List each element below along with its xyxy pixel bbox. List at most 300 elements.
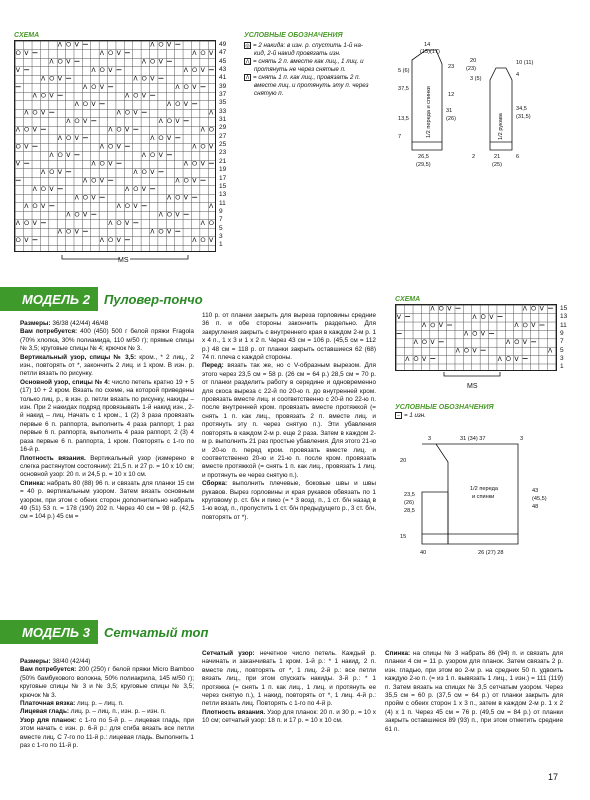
- svg-text:34,5: 34,5: [516, 106, 527, 112]
- chart-symbol: V: [514, 355, 519, 363]
- paragraph-heading: Лицевая гладь:: [20, 708, 70, 716]
- model-3-title: Сетчатый топ: [103, 624, 209, 640]
- svg-text:26,5: 26,5: [418, 154, 429, 160]
- chart-symbol: [167, 212, 171, 216]
- chart-symbol: V: [91, 100, 96, 108]
- chart-row-number: 1: [560, 363, 564, 371]
- paragraph-text: выполнить плечевые, боковые швы и швы рукавов. Вырез горловины и края рукавов обвязать по 1 круговому р. ст. б/н и пико (= * 3 возд. п., 1 ст. б/н назад в 1-ю возд. п., пропустить 1 ст. б/н предыдущего р., 3 ст. б/н, повторять от *).: [202, 480, 376, 521]
- svg-text:15: 15: [400, 534, 407, 540]
- chart-symbol: V: [158, 58, 163, 66]
- chart-row-number: 11: [219, 199, 226, 207]
- model-2-column-2: [202, 312, 376, 522]
- paragraph-text: число петель кратно 19 + 5 (17) 10 + 2 кром. Вязать по схеме, на которой приведены только лиц. р., в изн. р. петли вязать по рисунку, накиды – изн. При 2 накидах подряд провязывать 1-й накид изн., 2-й накид – лиц. Начать с 1 кром., 1 (2) 3 раза провязать первые 6 п. раппорта, выполнить 4 раза раппорт, 1 раз первые 6 п. раппорта, выполнить 4 раза раппорт, 2 (3) 4 раза первые 6 п. раппорта, 1 кром. Повторять с 1-го по 16-й р.: [20, 378, 194, 454]
- paragraph-text: с 1-го по 5-й р. – лицевая гладь, при этом начать с изн. р. 6-й р.: для сгиба вязать все петли вместе лиц. С 7-го по 11-й р.: лицевая гладь. Выполнить 1 раз с 1-го по 11-й р.: [20, 716, 194, 750]
- paragraph-text: Вертикальный узор (измерено в слегка растянутом состоянии): 21,5 п. и 27 р. = 10 х 10 см; основной узор: 20 п. и 24,5 р. = 10 х 10 см.: [20, 454, 194, 479]
- paragraph: [385, 650, 563, 734]
- chart-symbol: [167, 119, 171, 123]
- chart-row-number: 13: [219, 191, 227, 199]
- chart-symbol: [83, 102, 87, 106]
- chart-1-row-numbers: [219, 41, 233, 250]
- chart-symbol: V: [150, 75, 155, 83]
- chart-symbol: V: [74, 134, 79, 142]
- svg-text:(31,5): (31,5): [516, 114, 531, 120]
- chart-2-label: СХЕМА: [395, 296, 421, 303]
- paragraph-text: 400 (450) 500 г белой пряжи Fragola (70% хлопка, 30% полиамида, 110 м/50 г); прямые спицы № 3,5; круговые спицы № 4; крючок № 3.: [20, 328, 194, 353]
- chart-row-number: 7: [560, 338, 564, 346]
- chart-symbol: V: [447, 305, 452, 313]
- chart-symbol: V: [57, 75, 63, 83]
- chart-symbol: V: [74, 41, 79, 49]
- svg-text:13,5: 13,5: [398, 116, 409, 122]
- chart-symbol: Λ: [200, 126, 205, 134]
- chart-symbol: Λ: [167, 194, 172, 202]
- chart-symbol: Λ: [74, 100, 79, 108]
- paragraph-text: набрать 80 (88) 96 п. и связать для планки 15 см = 40 р. вертикальным узором. Затем вязать основным узором, при этом с обеих сторон дополнительно набрать 49 (51) 53 п. = 178 (190) 202 п. Через 40 см = 98 р. (42,5 см = 104 р.) 45 см =: [20, 479, 194, 521]
- sk2p-icon: Λ: [245, 75, 250, 82]
- paragraph: [202, 709, 376, 726]
- paragraph: [20, 455, 194, 480]
- chart-symbol: V: [32, 126, 37, 134]
- chart-symbol: Λ: [66, 211, 71, 219]
- svg-text:37,5: 37,5: [398, 86, 409, 92]
- chart-symbol: [92, 178, 96, 182]
- chart-symbol: V: [49, 185, 54, 193]
- svg-text:и спинки: и спинки: [472, 494, 495, 500]
- chart-symbol: V: [200, 66, 205, 74]
- paragraph-text: 110 р. от планки закрыть для выреза горловины средние 36 п. и обе стороны закончить раздельно. Для закругления закрыть с внутреннего края в каждом 2-м р. 1 х 4 п., 1 х 3 и 1 х 2 п. Через 43 см = 106 р. (45,5 см = 112 р.) 48 см = 118 р. от планки закрыть оставшиеся 62 (68) 74 п. плеча с каждой стороны.: [202, 312, 376, 362]
- chart-symbol: Λ: [522, 305, 528, 313]
- svg-text:23: 23: [448, 64, 455, 70]
- chart-symbol: V: [396, 313, 402, 321]
- chart-symbol: [25, 127, 29, 131]
- chart-symbol: [184, 85, 188, 89]
- chart-symbol: [184, 178, 188, 182]
- chart-symbol: [506, 357, 510, 361]
- paragraph-heading: Размеры:: [20, 658, 51, 665]
- chart-symbol: [193, 68, 197, 72]
- svg-text:(29,5): (29,5): [416, 162, 431, 168]
- chart-symbol: V: [74, 228, 79, 236]
- svg-text:2: 2: [472, 154, 476, 160]
- chart-symbol: V: [57, 168, 63, 176]
- chart-symbol: V: [24, 236, 29, 244]
- chart-symbol: V: [108, 160, 113, 168]
- paragraph-heading: Спинка:: [385, 650, 411, 657]
- chart-symbol: [33, 204, 37, 208]
- svg-text:48: 48: [532, 504, 539, 510]
- chart-symbol: Λ: [125, 92, 130, 100]
- chart-symbol: V: [41, 109, 46, 117]
- chart-symbol: Λ: [150, 134, 155, 142]
- chart-symbol: Λ: [514, 322, 519, 330]
- chart-symbol: V: [167, 41, 172, 49]
- chart-row-number: 39: [219, 82, 227, 90]
- paragraph-text: нечетное число петель. Каждый р. начинать и заканчивать 1 кром. 1-й р.: * 1 накид, 2 п. вместе лиц., повторять от *, 1 лиц. 2-й р.: все петли вязать лиц., при этом спускать накиды. 3-й р.: * 1 протяжка (= снять 1 п. как лиц., 1 лиц. и протянуть ее через снятую п.), 1 накид, повторять от *, 1 лиц. 4-й р.: петли вязать лиц. Повторять с 1-го по 4-й р.: [202, 650, 376, 708]
- chart-row-number: 5: [560, 346, 564, 354]
- svg-text:14: 14: [424, 42, 431, 48]
- chart-symbol: Λ: [422, 322, 427, 330]
- chart-symbol: V: [438, 322, 444, 330]
- chart-row-number: 33: [219, 107, 227, 115]
- chart-row-number: 3: [219, 232, 223, 240]
- chart-symbol: V: [15, 160, 21, 168]
- svg-text:12: 12: [448, 92, 455, 98]
- svg-text:4: 4: [516, 72, 520, 78]
- chart-symbol: V: [192, 177, 197, 185]
- paragraph: [20, 328, 194, 353]
- chart-symbol: Λ: [183, 160, 189, 168]
- chart-symbol: V: [141, 185, 147, 193]
- chart-symbol: V: [66, 151, 71, 159]
- paragraph: [20, 480, 194, 522]
- pattern-schematic-1: [398, 40, 584, 170]
- chart-row-number: 49: [219, 41, 227, 48]
- chart-row-number: 45: [219, 57, 227, 65]
- chart-symbol: [532, 306, 536, 310]
- chart-symbol: V: [531, 322, 536, 330]
- chart-symbol: [16, 51, 20, 55]
- chart-symbol: [201, 238, 205, 242]
- chart-symbol: Λ: [49, 58, 54, 66]
- paragraph-text: Узор для планок: 20 п. и 30 р. = 10 х 10 см; сетчатый узор: 18 п. и 17 р. = 10 х 10 см.: [202, 708, 376, 725]
- chart-row-number: 37: [219, 91, 227, 99]
- chart-1-symbols: [14, 40, 216, 252]
- chart-symbol: V: [158, 151, 163, 159]
- chart-symbol: [50, 170, 54, 174]
- chart-symbol: V: [183, 100, 189, 108]
- paragraph-text: лиц. р. – лиц. п., изн. р. – изн. п.: [69, 708, 166, 716]
- chart-symbol: V: [183, 194, 189, 202]
- svg-text:(15)(17): (15)(17): [420, 49, 440, 55]
- chart-symbol: Λ: [83, 83, 88, 91]
- chart-row-number: 9: [560, 330, 564, 338]
- chart-symbol: [523, 323, 527, 327]
- chart-row-number: 47: [219, 49, 227, 57]
- chart-symbol: [33, 110, 37, 114]
- chart-symbol: Λ: [108, 126, 113, 134]
- chart-symbol: Λ: [497, 355, 502, 363]
- svg-text:(23): (23): [466, 66, 476, 72]
- legend-2-title: УСЛОВНЫЕ ОБОЗНАЧЕНИЯ: [395, 404, 494, 411]
- paragraph-text: 200 (250) г белой пряжи Micro Bamboo (50% бамбукового волокна, 50% полиакрила, 145 м/50 г); круговые спицы № 3 и № 3,5; круговые спицы № 3,5; крючок № 3.: [20, 666, 194, 699]
- chart-symbol: V: [209, 143, 214, 151]
- chart-symbol: V: [209, 236, 214, 244]
- chart-symbol: [414, 357, 418, 361]
- chart-symbol: Λ: [83, 177, 88, 185]
- svg-text:31: 31: [446, 108, 453, 114]
- chart-row-number: 35: [219, 99, 227, 107]
- chart-symbol: [92, 85, 96, 89]
- chart-symbol: [75, 212, 79, 216]
- chart-symbol: [125, 110, 129, 114]
- chart-symbol: V: [66, 58, 71, 66]
- chart-symbol: Λ: [116, 109, 121, 117]
- paragraph-heading: Размеры:: [20, 320, 51, 327]
- chart-2-ms-bracket: [442, 372, 506, 382]
- chart-symbol: Λ: [141, 58, 147, 66]
- chart-symbol: [209, 127, 213, 131]
- chart-symbol: Λ: [32, 185, 37, 193]
- model-2-label: МОДЕЛЬ 2: [0, 287, 98, 311]
- chart-symbol: [176, 102, 180, 106]
- svg-text:40: 40: [420, 550, 427, 556]
- chart-symbol: Λ: [455, 347, 460, 355]
- chart-symbol: V: [108, 66, 113, 74]
- chart-symbol: [109, 51, 113, 55]
- chart-symbol: V: [430, 339, 435, 346]
- chart-symbol: Λ: [141, 151, 147, 159]
- svg-text:(45,5): (45,5): [532, 496, 547, 502]
- paragraph-heading: Вертикальный узор, спицы № 3,5:: [20, 353, 137, 361]
- chart-symbol: Λ: [200, 219, 205, 227]
- chart-symbol: [159, 136, 163, 140]
- chart-symbol: V: [116, 49, 121, 57]
- chart-symbol: [515, 340, 519, 344]
- paragraph-text: лиц. р. – лиц. п.: [75, 700, 124, 708]
- chart-symbol: V: [175, 117, 180, 125]
- chart-symbol: Λ: [74, 194, 79, 202]
- chart-row-number: 25: [219, 141, 227, 149]
- chart-symbol: [109, 144, 113, 148]
- chart-symbol: [117, 221, 121, 225]
- chart-symbol: Λ: [472, 313, 477, 321]
- chart-symbol: Λ: [66, 117, 71, 125]
- chart-row-number: 7: [219, 216, 223, 224]
- chart-symbol: [25, 221, 29, 225]
- chart-symbol: Λ: [41, 168, 46, 176]
- paragraph-heading: Перед:: [202, 362, 224, 370]
- chart-symbol: V: [141, 92, 147, 100]
- chart-symbol: Λ: [405, 355, 410, 363]
- chart-symbol: V: [49, 92, 54, 100]
- paragraph-heading: Вам потребуется:: [20, 328, 78, 336]
- chart-row-number: 19: [219, 166, 227, 174]
- svg-text:43: 43: [532, 488, 539, 494]
- chart-symbol: V: [133, 202, 138, 210]
- legend-1-title: УСЛОВНЫЕ ОБОЗНАЧЕНИЯ: [244, 32, 343, 39]
- paragraph-heading: Вам потребуется:: [20, 666, 77, 674]
- chart-symbol: V: [125, 219, 130, 227]
- chart-symbol: [109, 238, 113, 242]
- chart-symbol: Λ: [192, 49, 197, 57]
- chart-1-ms-label: MS: [118, 257, 129, 264]
- chart-symbol: Λ: [209, 109, 214, 117]
- paragraph-heading: Сетчатый узор:: [202, 650, 255, 657]
- chart-symbol: V: [489, 313, 494, 321]
- chart-symbol: Λ: [57, 228, 63, 236]
- paragraph: [202, 650, 376, 709]
- chart-row-number: 21: [219, 157, 227, 165]
- chart-symbol: Λ: [32, 92, 37, 100]
- chart-symbol: V: [133, 109, 138, 117]
- chart-symbol: V: [167, 228, 172, 236]
- chart-symbol: [142, 170, 146, 174]
- chart-row-number: 1: [219, 241, 223, 249]
- chart-symbol: Λ: [99, 49, 105, 57]
- chart-row-number: 9: [219, 207, 223, 215]
- chart-symbol: [159, 42, 163, 46]
- chart-symbol: [67, 136, 71, 140]
- chart-symbol: [142, 76, 146, 80]
- chart-row-number: 27: [219, 132, 227, 140]
- chart-symbol: Λ: [91, 160, 96, 168]
- paragraph-heading: Спинка:: [20, 479, 46, 487]
- svg-text:3: 3: [428, 436, 432, 442]
- chart-symbol: V: [125, 126, 130, 134]
- chart-symbol: V: [15, 66, 21, 74]
- model-3-label: МОДЕЛЬ 3: [0, 620, 98, 644]
- chart-symbol: [100, 68, 104, 72]
- chart-symbol: V: [209, 49, 214, 57]
- chart-1-label: СХЕМА: [14, 32, 40, 39]
- svg-text:20: 20: [470, 58, 477, 64]
- svg-text:1/2 переда и спинки: 1/2 переда и спинки: [426, 86, 432, 138]
- chart-symbol: Λ: [548, 347, 553, 355]
- chart-symbol: V: [175, 211, 180, 219]
- svg-text:6: 6: [516, 154, 520, 160]
- paragraph: [20, 708, 194, 716]
- k2tog-icon: ⋀: [245, 59, 250, 66]
- paragraph-text: на спицы № 3 набрать 86 (94) п. и связать для планки 4 см = 11 р. узором для планок. Затем связать 2 р. изн. гладью, при этом во 2-м р. на средних 50 п. удвоить каждую 2-ю п. (= из 1 п. вывязать 1 лиц., 1 изн.) = 111 (119) п. Затем вязать на спицах № 3,5 сетчатым узором. Через 35,5 см = 60 р. (37,5 см = 64 р.) от планки закрыть для пройм с обеих сторон 1 х 3 п., затем в каждом 2-м р. 1 х 2 (4) х 1 п. Через 45 см = 76 р. (49,5 см = 84 р.) от планки закрыть оставшиеся 89 (93) п., при этом отметить средние 61 п.: [385, 650, 563, 733]
- paragraph-text: 36/38 (42/44) 46/48: [50, 320, 109, 327]
- pattern-schematic-2: [400, 432, 580, 562]
- purl-icon: –: [395, 412, 402, 419]
- paragraph-heading: Узор для планок:: [20, 716, 77, 724]
- chart-symbol: Λ: [133, 168, 138, 176]
- chart-symbol: V: [83, 211, 88, 219]
- chart-symbol: [209, 221, 213, 225]
- chart-symbol: Λ: [24, 109, 29, 117]
- chart-symbol: V: [192, 83, 197, 91]
- svg-text:3: 3: [520, 436, 524, 442]
- chart-symbol: Λ: [91, 66, 96, 74]
- chart-row-number: 15: [219, 182, 227, 190]
- chart-symbol: [125, 204, 129, 208]
- chart-symbol: Λ: [175, 83, 180, 91]
- chart-symbol: [67, 42, 71, 46]
- chart-symbol: V: [99, 177, 105, 185]
- double-yarn-over-icon: ◎: [245, 43, 250, 49]
- chart-symbol: Λ: [150, 41, 155, 49]
- chart-row-number: 43: [219, 66, 227, 74]
- chart-symbol: [176, 195, 180, 199]
- svg-text:20: 20: [400, 458, 407, 464]
- svg-text:1/2 рукава: 1/2 рукава: [498, 113, 504, 140]
- chart-symbol: V: [167, 134, 172, 142]
- chart-2-row-numbers: [560, 305, 574, 372]
- chart-symbol: [100, 161, 104, 165]
- model-3-column-2: [202, 650, 376, 726]
- model-3-column-3: [385, 650, 563, 734]
- paragraph-heading: Платочная вязка:: [20, 700, 76, 708]
- chart-symbol: [58, 59, 62, 63]
- chart-symbol: [151, 153, 155, 157]
- chart-symbol: V: [150, 168, 155, 176]
- chart-symbol: Λ: [57, 41, 63, 49]
- chart-row-number: 11: [560, 321, 567, 329]
- chart-symbol: Λ: [464, 330, 469, 338]
- paragraph-text: 38/40 (42/44): [50, 658, 91, 665]
- chart-symbol: [67, 229, 71, 233]
- chart-symbol: V: [522, 339, 528, 346]
- chart-symbol: Λ: [209, 202, 214, 210]
- model-2-column-1: [20, 320, 194, 522]
- paragraph-heading: Плотность вязания.: [20, 454, 86, 462]
- chart-symbol: V: [480, 330, 486, 338]
- chart-symbol: [16, 144, 20, 148]
- chart-row-number: 15: [560, 305, 568, 312]
- chart-symbol: V: [539, 305, 544, 313]
- chart-symbol: V: [32, 219, 37, 227]
- chart-symbol: [75, 119, 79, 123]
- chart-symbol: Λ: [192, 236, 197, 244]
- chart-symbol: Λ: [41, 75, 46, 83]
- svg-text:5 (6): 5 (6): [398, 68, 410, 74]
- chart-symbol: Λ: [158, 211, 163, 219]
- paragraph: [20, 717, 194, 751]
- chart-row-number: 13: [560, 313, 568, 321]
- chart-symbol: Λ: [125, 185, 130, 193]
- chart-symbol: V: [116, 236, 121, 244]
- chart-symbol: [431, 323, 435, 327]
- chart-row-number: 41: [219, 74, 227, 82]
- chart-symbol: V: [116, 143, 121, 151]
- chart-row-number: 5: [219, 224, 223, 232]
- chart-symbol: [151, 59, 155, 63]
- chart-symbol: V: [472, 347, 477, 355]
- chart-symbol: Λ: [413, 339, 418, 346]
- chart-row-number: 3: [560, 355, 564, 363]
- svg-text:3 (5): 3 (5): [470, 76, 482, 82]
- chart-symbol: V: [41, 202, 46, 210]
- chart-symbol: [159, 229, 163, 233]
- chart-row-number: 31: [219, 116, 227, 124]
- chart-symbol: V: [422, 355, 427, 363]
- page-number: 17: [547, 772, 558, 782]
- chart-symbol: [464, 348, 468, 352]
- chart-row-number: 17: [219, 174, 227, 182]
- paragraph: [20, 700, 194, 708]
- chart-symbol: Λ: [99, 143, 105, 151]
- chart-symbol: Λ: [133, 75, 138, 83]
- chart-symbol: [83, 195, 87, 199]
- chart-2-symbols: [395, 304, 557, 371]
- svg-text:21: 21: [494, 154, 501, 160]
- paragraph-text: вязать так же, но с V-образным вырезом. Для этого через 23,5 см = 58 р. (26 см = 64 р.) 28,5 см = 70 р. от планки разделить работу в середине и одновременно для скоса выреза с 22-й по 20-ю п. до внутренней кром. провязать вместе лиц. и соответственно с 20-й по 22-ю п. после внутренней кром. провязать вместе протяжкой (= снять 1 п. как лиц., провязать 2 п. вместе лиц. и протянуть эту п. через снятую п.). Эти убавления повторять в каждом 2-м р. еще 2 раза. Затем в каждом 2-м р. выполнить 21 раз простые убавления. Для этого 21-ю и 20-ю п. перед кром. провязать вместе лиц. и соответственно 20-ю и 21-ю п. после кром. провязать вместе протяжкой (= снять 1 п. как лиц., провязать 1 лиц. и протянуть ее через снятую п.).: [202, 362, 376, 479]
- paragraph: [20, 379, 194, 455]
- chart-symbol: V: [24, 49, 29, 57]
- paragraph: [20, 354, 194, 379]
- chart-symbol: V: [91, 194, 96, 202]
- svg-text:28,5: 28,5: [404, 508, 415, 514]
- chart-symbol: [193, 161, 197, 165]
- paragraph-heading: Плотность вязания.: [202, 708, 266, 716]
- chart-symbol: [473, 331, 477, 335]
- chart-symbol: [58, 153, 62, 157]
- model-3-banner: [0, 620, 590, 644]
- chart-symbol: Λ: [192, 143, 197, 151]
- chart-symbol: Λ: [15, 219, 21, 227]
- chart-symbol: Λ: [150, 228, 155, 236]
- svg-text:23,5: 23,5: [404, 492, 415, 498]
- svg-text:26 (27) 28: 26 (27) 28: [478, 550, 504, 556]
- paragraph-heading: Сборка:: [202, 480, 228, 488]
- chart-symbol: V: [200, 160, 205, 168]
- svg-text:31 (34) 37: 31 (34) 37: [460, 436, 486, 442]
- chart-symbol: V: [83, 117, 88, 125]
- paragraph-text: кром., * 2 лиц., 2 изн., повторять от *, закончить 2 лиц. и 1 кром. В изн. р. петли вязать по рисунку.: [20, 353, 194, 378]
- paragraph: [202, 312, 376, 362]
